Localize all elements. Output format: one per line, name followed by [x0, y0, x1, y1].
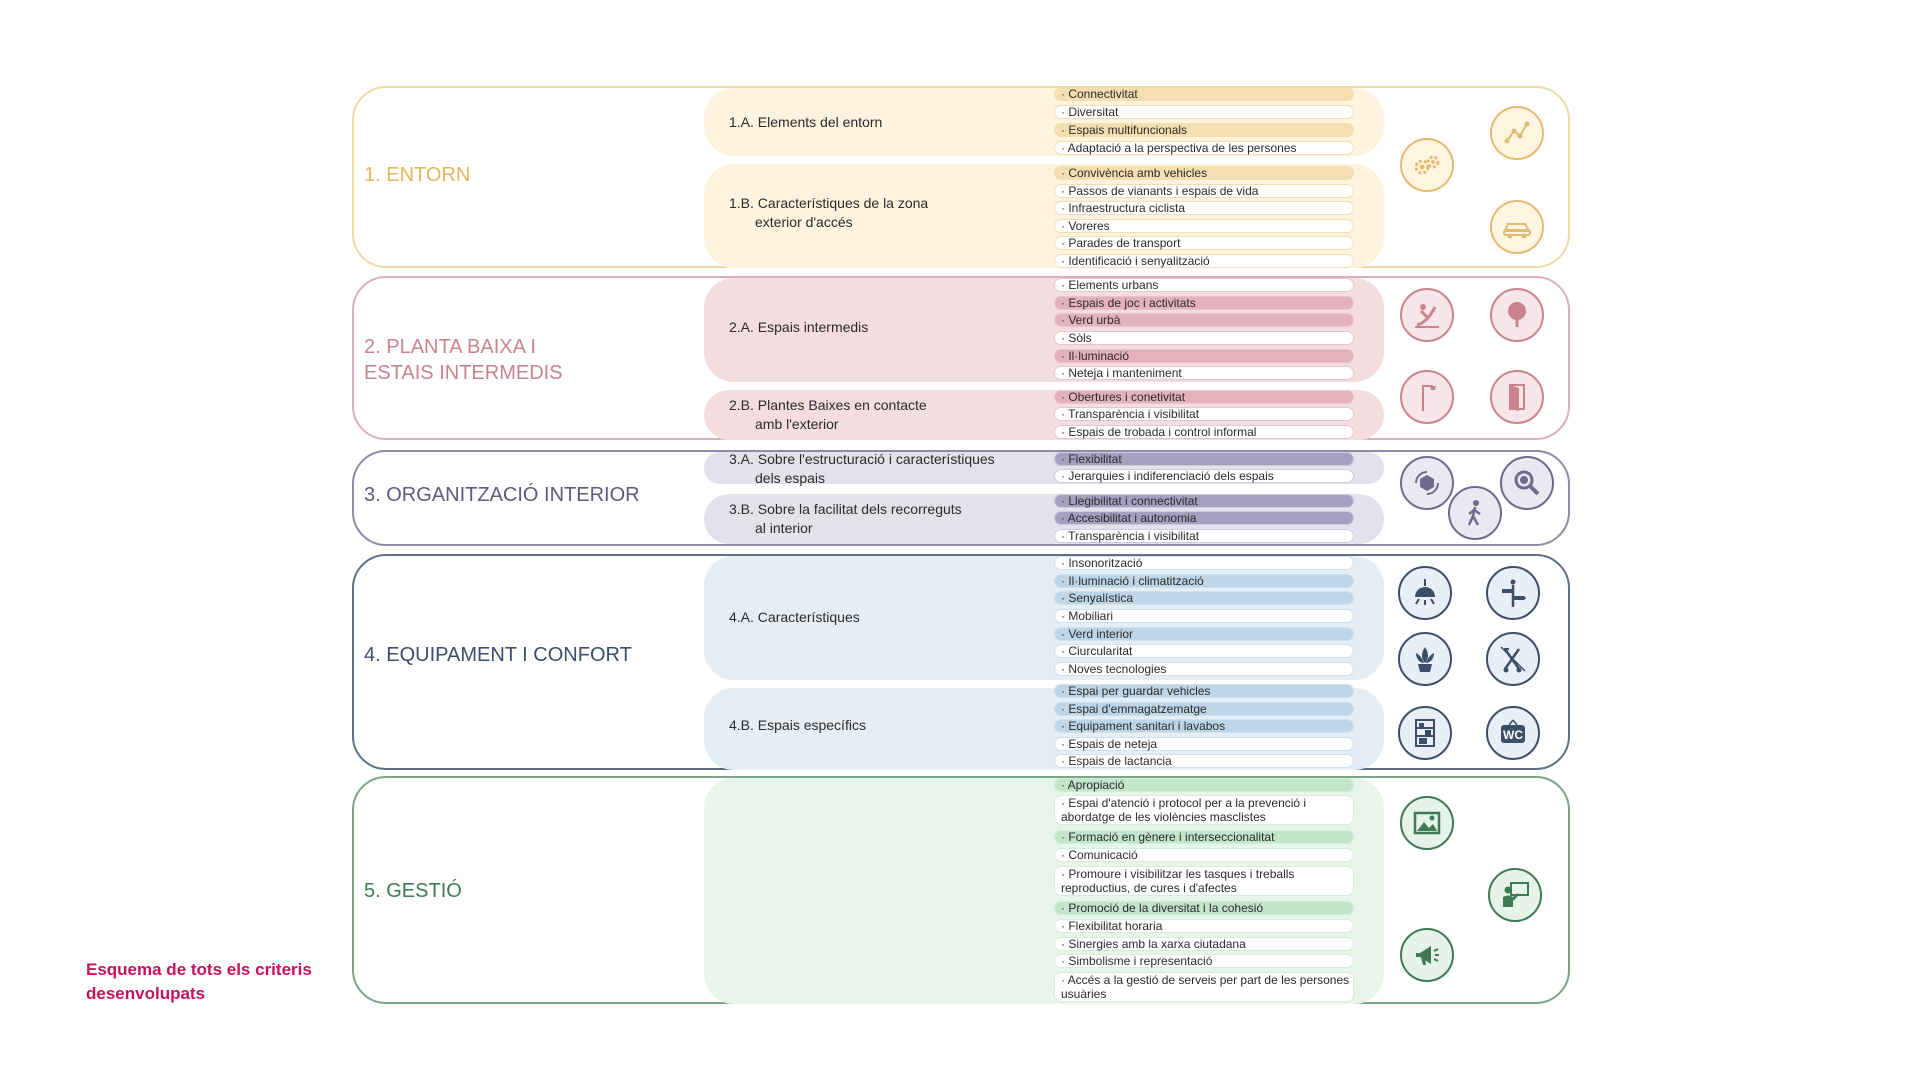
section-title: 3. ORGANITZACIÓ INTERIOR: [364, 484, 640, 506]
criterion: · Simbolisme i representació: [1054, 954, 1354, 968]
criterion: · Ciurcularitat: [1054, 644, 1354, 658]
criterion: · Sòls: [1054, 331, 1354, 345]
criterion: · Mobiliari: [1054, 609, 1354, 623]
lamp-icon: [1398, 566, 1452, 620]
door-icon: [1490, 370, 1544, 424]
wc-icon: [1486, 706, 1540, 760]
criterion: · Voreres: [1054, 219, 1354, 233]
subsection-label: 4.A. Característiques: [729, 609, 860, 625]
picture-icon: [1400, 796, 1454, 850]
criterion: · Identificació i senyalització: [1054, 254, 1354, 268]
plant-icon: [1398, 632, 1452, 686]
criterion: · Comunicació: [1054, 848, 1354, 862]
section-equipament-confort: [352, 554, 1570, 770]
subsection-label: 2.B. Plantes Baixes en contacte amb l'exterior: [729, 397, 927, 432]
criterion: · Accesibilitat i autonomia: [1054, 511, 1354, 525]
criterion: · Transparència i visibilitat: [1054, 529, 1354, 543]
criterion: · Il·luminació i climatització: [1054, 574, 1354, 588]
streetlight-icon: [1400, 370, 1454, 424]
criterion: · Passos de vianants i espais de vida: [1054, 184, 1354, 198]
criterion: · Diversitat: [1054, 105, 1354, 119]
teacher-icon: [1488, 868, 1542, 922]
criterion: · Convivència amb vehicles: [1054, 166, 1354, 180]
section-planta-baixa: [352, 276, 1570, 440]
criterion: · Espais de trobada i control informal: [1054, 425, 1354, 439]
criterion: · Adaptació a la perspectiva de les persones: [1054, 141, 1354, 155]
subsection-label: 1.B. Característiques de la zona exterior d'accés: [729, 195, 929, 230]
cube-rotate-icon: [1400, 456, 1454, 510]
criterion: · Obertures i conetivitat: [1054, 390, 1354, 404]
criterion: · Verd interior: [1054, 627, 1354, 641]
subsection-label: 2.A. Espais intermedis: [729, 319, 869, 335]
section-gestio: [352, 776, 1570, 1004]
section-entorn: [352, 86, 1570, 268]
criterion: · Elements urbans: [1054, 278, 1354, 292]
megaphone-icon: [1400, 928, 1454, 982]
tree-icon: [1490, 288, 1544, 342]
criterion: · Promoció de la diversitat i la cohesió: [1054, 901, 1354, 915]
subsection-label: 1.A. Elements del entorn: [729, 114, 883, 130]
criterion: · Jerarquies i indiferenciació dels espais: [1054, 469, 1354, 483]
criterion: · Insonorització: [1054, 556, 1354, 570]
shelves-icon: [1398, 706, 1452, 760]
criterion: · Espai per guardar vehicles: [1054, 684, 1354, 698]
criterion: · Equipament sanitari i lavabos: [1054, 719, 1354, 733]
criterion: · Connectivitat: [1054, 87, 1354, 101]
criterion: · Espais de joc i activitats: [1054, 296, 1354, 310]
network-icon: [1490, 106, 1544, 160]
criterion: · Parades de transport: [1054, 236, 1354, 250]
section-title: 2. PLANTA BAIXA I ESTAIS INTERMEDIS: [364, 336, 563, 384]
criterion: · Formació en gènere i interseccionalitat: [1054, 830, 1354, 844]
criterion: · Sinergies amb la xarxa ciutadana: [1054, 937, 1354, 951]
criterion: · Espai d'emmagatzematge: [1054, 702, 1354, 716]
slide-icon: [1400, 288, 1454, 342]
figure-caption: Esquema de tots els criteris desenvolupats: [86, 960, 312, 1003]
criterion: · Espais de lactancia: [1054, 754, 1354, 768]
criterion: · Infraestructura ciclista: [1054, 201, 1354, 215]
magnifier-icon: [1500, 456, 1554, 510]
criterion: · Espai d'atenció i protocol per a la prevenció i abordatge de les violències masclistes: [1054, 795, 1354, 825]
criterion: · Senyalística: [1054, 591, 1354, 605]
criterion: · Transparència i visibilitat: [1054, 407, 1354, 421]
criterion: · Espais multifuncionals: [1054, 123, 1354, 137]
criterion: · Accés a la gestió de serveis per part de les persones usuàries: [1054, 972, 1354, 1002]
subsection-label: 3.B. Sobre la facilitat dels recorreguts al interior: [729, 501, 962, 536]
criterion: · Verd urbà: [1054, 313, 1354, 327]
section-title: 1. ENTORN: [364, 164, 471, 186]
gears-icon: [1400, 138, 1454, 192]
stroller-icon: [1486, 632, 1540, 686]
car-icon: [1490, 200, 1544, 254]
criterion: · Noves tecnologies: [1054, 662, 1354, 676]
wc-label: WC: [1503, 728, 1523, 742]
criterion: · Llegibilitat i connectivitat: [1054, 494, 1354, 508]
subsection-label: 4.B. Espais específics: [729, 717, 866, 733]
criterion: · Flexibilitat: [1054, 452, 1354, 466]
walking-person-icon: [1448, 486, 1502, 540]
criterion: · Espais de neteja: [1054, 737, 1354, 751]
criterion: · Apropiació: [1054, 778, 1354, 792]
section-title: 4. EQUIPAMENT I CONFORT: [364, 644, 632, 666]
criterion: · Il·luminació: [1054, 349, 1354, 363]
section-organitzacio-interior: [352, 450, 1570, 546]
subsection-label: 3.A. Sobre l'estructuració i característiques dels espais: [729, 451, 995, 486]
section-title: 5. GESTIÓ: [364, 880, 462, 902]
signpost-icon: [1486, 566, 1540, 620]
criterion: · Neteja i manteniment: [1054, 366, 1354, 380]
criterion: · Flexibilitat horaria: [1054, 919, 1354, 933]
criterion: · Promoure i visibilitzar les tasques i treballs reproductius, de cures i d'afectes: [1054, 866, 1354, 896]
